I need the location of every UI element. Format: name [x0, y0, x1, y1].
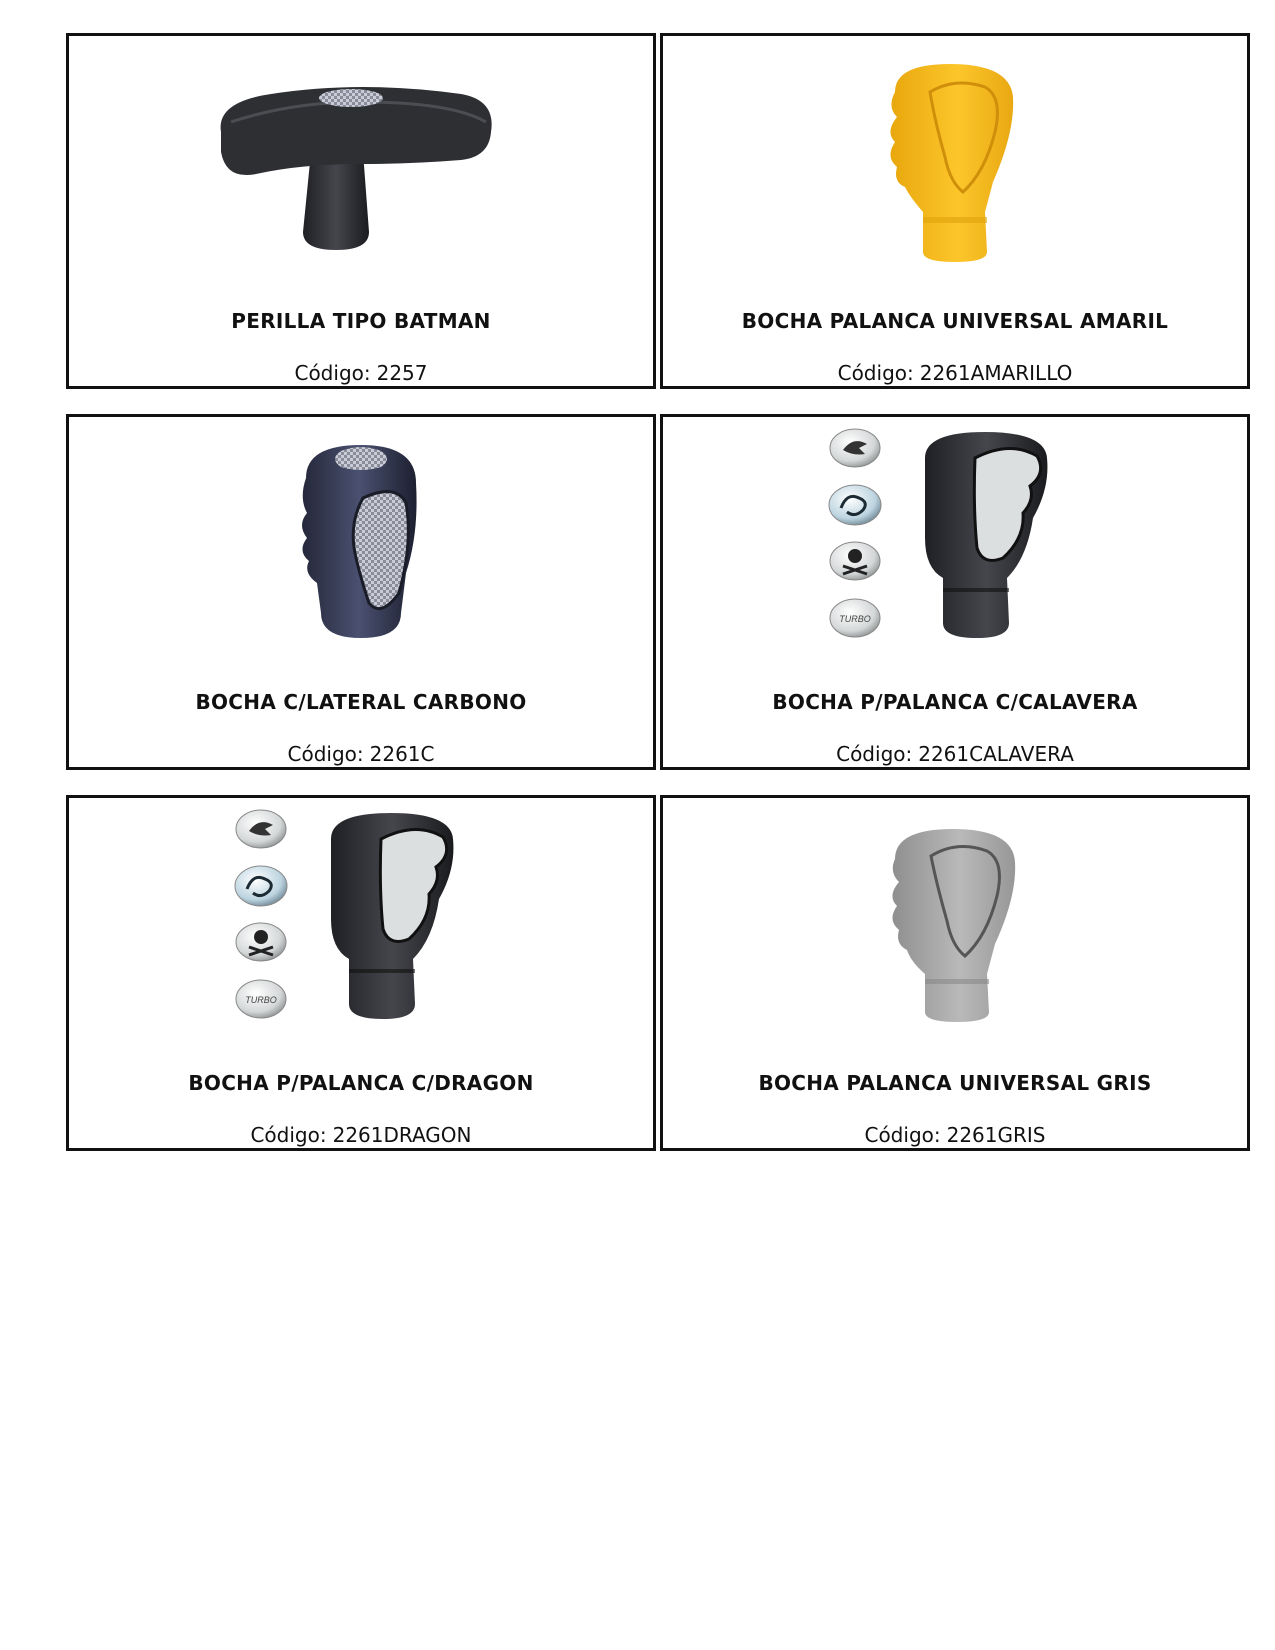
- product-image: [69, 42, 653, 282]
- product-title: BOCHA P/PALANCA C/CALAVERA: [772, 690, 1138, 714]
- product-card[interactable]: [66, 795, 656, 1151]
- turbo-emblem-text: TURBO: [245, 995, 277, 1005]
- product-title: BOCHA C/LATERAL CARBONO: [195, 690, 527, 714]
- gray-shift-knob-icon: [875, 824, 1035, 1024]
- product-image: [69, 804, 653, 1044]
- product-image: [663, 804, 1247, 1044]
- t-handle-knob-icon: [211, 72, 511, 252]
- carbon-shift-knob-icon: [281, 443, 441, 643]
- product-code: Código: 2261CALAVERA: [836, 742, 1074, 766]
- yellow-shift-knob-icon: [875, 62, 1035, 262]
- product-code: Código: 2261DRAGON: [250, 1123, 472, 1147]
- product-card[interactable]: [660, 33, 1250, 389]
- turbo-emblem-text: TURBO: [839, 614, 871, 624]
- product-code: Código: 2261AMARILLO: [837, 361, 1073, 385]
- product-image: [69, 423, 653, 663]
- product-grid: [66, 33, 1275, 1223]
- product-title: BOCHA P/PALANCA C/DRAGON: [188, 1071, 534, 1095]
- product-image: [663, 423, 1247, 663]
- emblem-set: [235, 810, 287, 1018]
- product-card[interactable]: [66, 414, 656, 770]
- shift-knob: [331, 813, 453, 1019]
- black-shift-knob-with-emblems-icon: [825, 428, 1085, 658]
- product-code: Código: 2261C: [287, 742, 435, 766]
- product-card[interactable]: [660, 414, 1250, 770]
- black-shift-knob-with-emblems-icon: [231, 809, 491, 1039]
- product-title: BOCHA PALANCA UNIVERSAL GRIS: [758, 1071, 1152, 1095]
- product-title: BOCHA PALANCA UNIVERSAL AMARIL: [741, 309, 1169, 333]
- product-card[interactable]: [660, 795, 1250, 1151]
- product-code: Código: 2257: [294, 361, 428, 385]
- emblem-set: [829, 429, 881, 637]
- product-card[interactable]: [66, 33, 656, 389]
- shift-knob: [925, 432, 1047, 638]
- product-image: [663, 42, 1247, 282]
- product-code: Código: 2261GRIS: [864, 1123, 1046, 1147]
- product-title: PERILLA TIPO BATMAN: [231, 309, 491, 333]
